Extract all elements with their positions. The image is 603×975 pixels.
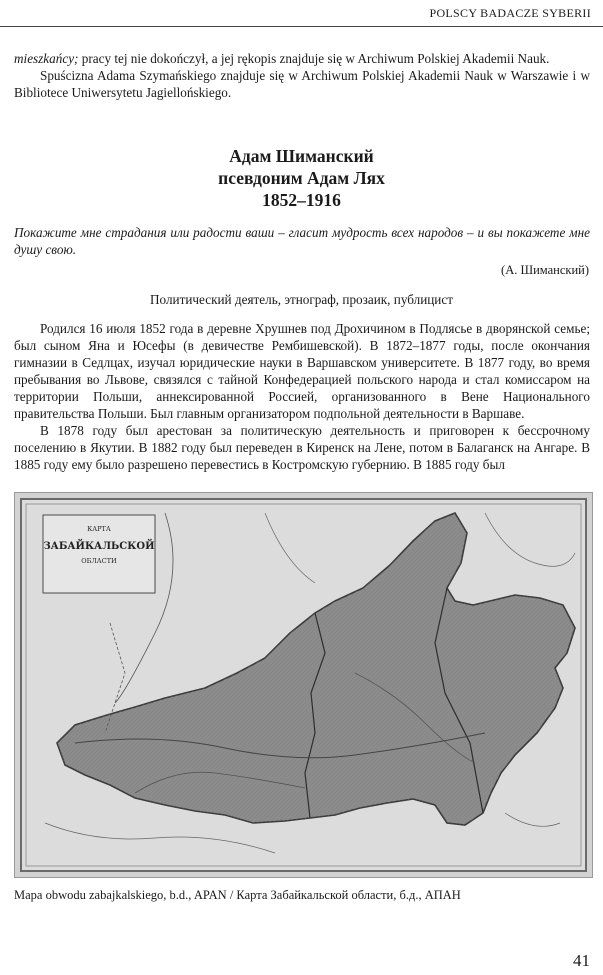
title-name: Адам Шиманский (229, 146, 374, 166)
intro-italic-word: mieszkańcy; (14, 51, 79, 66)
cartouche-line-3: ОБЛАСТИ (81, 557, 117, 565)
title-pseudonym: псевдоним Адам Лях (218, 168, 385, 188)
title-years: 1852–1916 (262, 190, 341, 210)
map-image (14, 492, 593, 878)
epigraph-attribution: (А. Шиманский) (501, 263, 589, 277)
section-subtitle: Политический деятель, этнограф, прозаик, публицист (150, 292, 453, 307)
map-caption: Mapa obwodu zabajkalskiego, b.d., APAN / Карта Забайкальской области, б.д., АПАН (14, 888, 461, 902)
biography-paragraph-2: В 1878 году был арестован за политическую деятельность и приговорен к бессрочному поселению в Якутии. В 1882 году был переведен в Киренск на Лене, потом в Балаганск на Ангаре. В 1885 году ему было разрешено перевестись в Костромскую губернию. В 1885 году был (14, 423, 590, 472)
running-header-title: POLSCY BADACZE SYBERII (429, 6, 591, 20)
section-title (0, 145, 603, 211)
cartouche-line-2: ЗАБАЙКАЛЬСКОЙ (43, 541, 155, 552)
intro-line1-rest: pracy tej nie dokończył, a jej rękopis znajduje się w Archiwum Polskiej Akademii Nauk. (78, 51, 550, 66)
page-number: 41 (573, 951, 590, 970)
intro-paragraph-1 (14, 50, 590, 67)
intro-text (14, 50, 590, 101)
map-illustration (15, 493, 592, 877)
epigraph: Покажите мне страдания или радости ваши – гласит мудрость всех народов – и вы покажете мне душу свою. (14, 225, 590, 257)
biography-paragraph-1: Родился 16 июля 1852 года в деревне Хрушнев под Дрохичином в Подлясье в дворянской семье; был сыном Яна и Юсефы (в девичестве Рембишевской). В 1872–1877 годы, после окончания гимназии в Седлцах, изучал юридические науки в Варшавском университете. В 1877 году, во время пребывания во Львове, связялся с тайной Конфедерацией польского народа и стал комиссаром на территории Польши, аннексированной Россией, организованного в Вене Национального правительства Польши. Был главным организатором подпольной деятельности в Варшаве. (14, 321, 590, 421)
running-header (0, 0, 603, 27)
intro-paragraph-2: Spuścizna Adama Szymańskiego znajduje się w Archiwum Polskiej Akademii Nauk w Warszawie i w Bibliotece Uniwersytetu Jagiellońskiego. (14, 68, 590, 100)
cartouche-line-1: КАРТА (87, 525, 111, 533)
biography-text (14, 320, 590, 473)
